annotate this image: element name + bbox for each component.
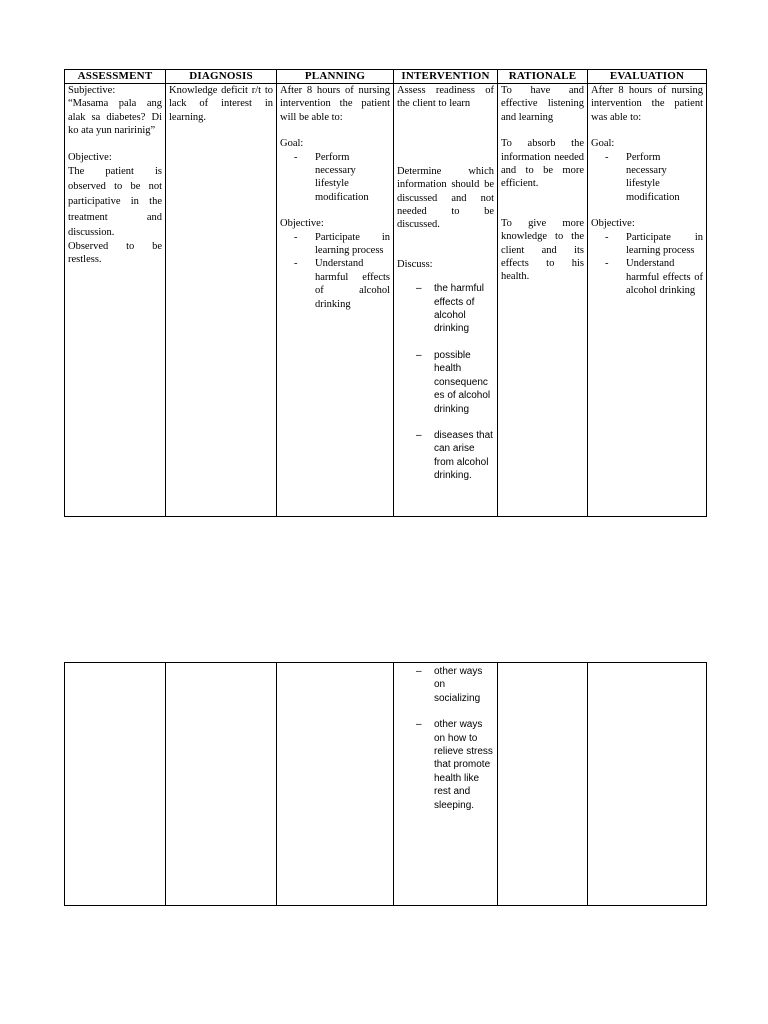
rationale-continuation-cell (498, 663, 588, 906)
list-item: - Perform necessary lifestyle modification (310, 151, 390, 205)
list-item: - Understand harmful effects of alcohol drinking (310, 257, 390, 311)
list-item: – diseases that can arise from alcohol drinking. (434, 429, 494, 483)
planning-goal-list (280, 151, 390, 205)
list-item: - Understand harmful effects of alcohol drinking (621, 257, 703, 297)
diagnosis-continuation-cell (166, 663, 277, 906)
rationale-item-1: To have and effective listening and learning (501, 85, 584, 123)
assessment-objective-label: Objective: (68, 151, 112, 163)
evaluation-cell (588, 84, 707, 517)
assessment-continuation-cell (65, 663, 166, 906)
diagnosis-cell (166, 84, 277, 517)
intervention-item-2: Determine which information should be discussed and not needed to be discussed. (397, 165, 494, 231)
evaluation-goal-label: Goal: (591, 138, 615, 150)
planning-objective-label: Objective: (280, 218, 324, 230)
intervention-cell (394, 84, 498, 517)
header-planning: PLANNING (277, 70, 394, 84)
continued-discuss-list (397, 665, 494, 812)
evaluation-objective-label: Objective: (591, 218, 635, 230)
list-item: – the harmful effects of alcohol drinking (434, 282, 494, 336)
rationale-item-3: To give more knowledge to the client and its effects to his health. (501, 217, 584, 283)
header-evaluation: EVALUATION (588, 70, 707, 84)
assessment-observed-text: Observed to be restless. (68, 241, 162, 266)
list-item: – other ways on how to relieve stress that promote health like rest and sleeping. (434, 718, 494, 812)
subjective-quote: “Masama pala ang alak sa diabetes? Di ko ata yun naririnig” (68, 98, 162, 137)
rationale-cell (498, 84, 588, 517)
list-item: - Participate in learning process (621, 231, 703, 258)
header-intervention: INTERVENTION (394, 70, 498, 84)
content-row (65, 84, 707, 517)
continuation-row (65, 663, 707, 906)
header-diagnosis: DIAGNOSIS (166, 70, 277, 84)
planning-continuation-cell (277, 663, 394, 906)
header-assessment: ASSESSMENT (65, 70, 166, 84)
planning-goal-label: Goal: (280, 138, 304, 150)
care-plan-continuation-table (64, 662, 707, 906)
intervention-item-1: Assess readiness of the client to learn (397, 85, 494, 110)
header-row (65, 70, 707, 84)
care-plan-table (64, 69, 707, 517)
intervention-continuation-cell (394, 663, 498, 906)
list-item: - Perform necessary lifestyle modification (621, 151, 703, 205)
list-item: – possible health consequenc es of alcohol drinking (434, 349, 494, 416)
assessment-cell (65, 84, 166, 517)
planning-objective-list (280, 231, 390, 311)
subjective-label: Subjective: (68, 85, 116, 96)
list-item: - Participate in learning process (310, 231, 390, 258)
header-rationale: RATIONALE (498, 70, 588, 84)
evaluation-intro: After 8 hours of nursing intervention the patient was able to: (591, 85, 703, 123)
planning-intro: After 8 hours of nursing intervention the patient will be able to: (280, 85, 390, 123)
evaluation-continuation-cell (588, 663, 707, 906)
discuss-label: Discuss: (397, 258, 433, 270)
assessment-objective-text: The patient is observed to be not participative in the treatment and discussion. (68, 166, 162, 238)
planning-cell (277, 84, 394, 517)
evaluation-goal-list (591, 151, 703, 205)
list-item: – other ways on socializing (434, 665, 494, 705)
evaluation-objective-list (591, 231, 703, 298)
diagnosis-text: Knowledge deficit r/t to lack of interest in learning. (169, 85, 273, 123)
rationale-item-2: To absorb the information needed and to be more efficient. (501, 138, 584, 190)
discuss-list (397, 282, 494, 482)
